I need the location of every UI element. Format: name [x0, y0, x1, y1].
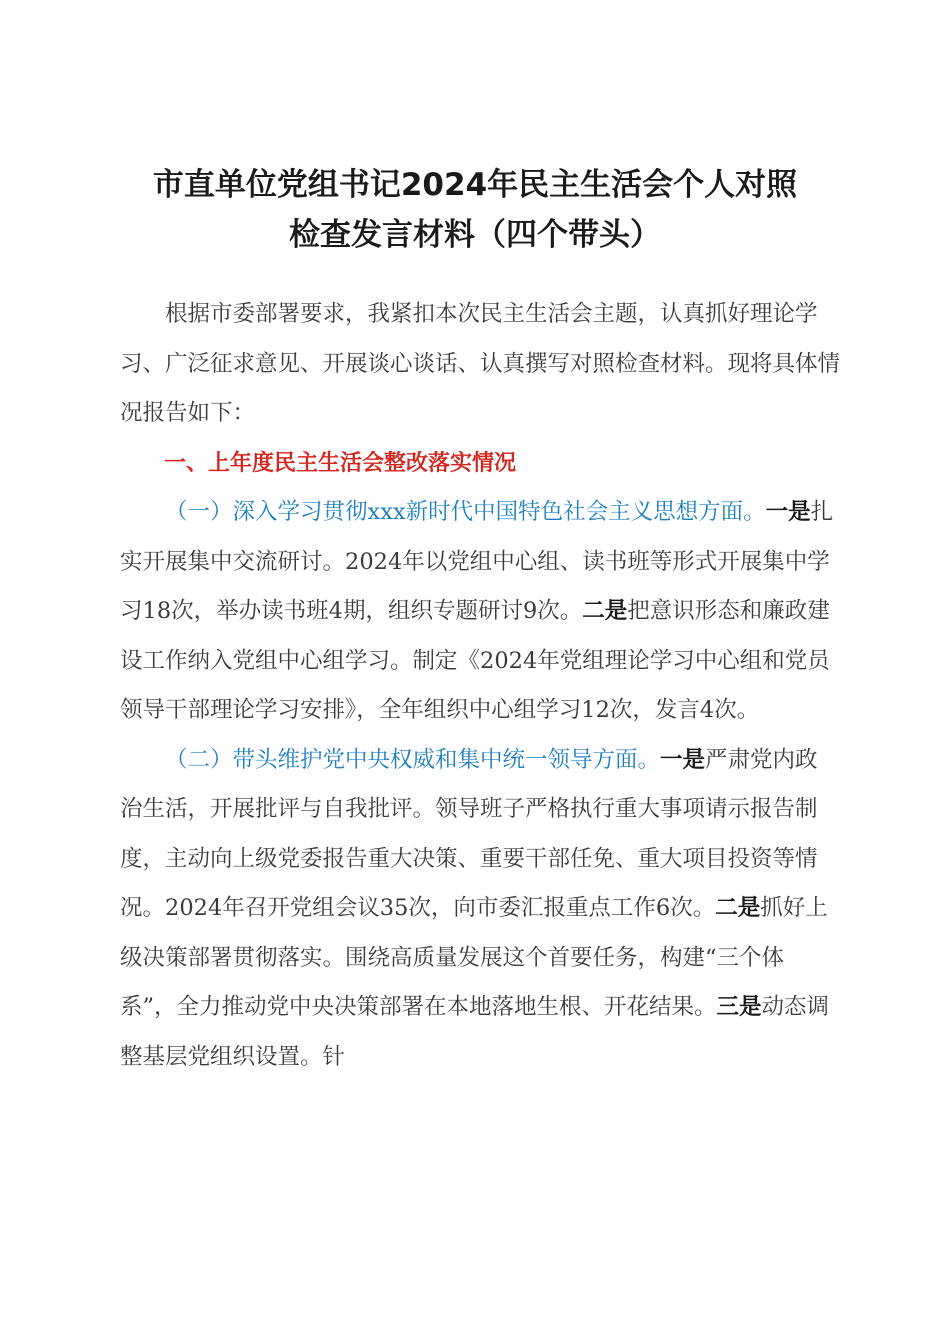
subsection-2-heading: （二）带头维护党中央权威和集中统一领导方面。 — [165, 746, 661, 773]
point-lead: 一是 — [660, 746, 706, 773]
document-title — [110, 160, 840, 260]
point-lead: 三是 — [716, 994, 762, 1020]
title-line-1: 市直单位党组书记2024年民主生活会个人对照 — [152, 167, 798, 203]
document-body — [120, 290, 840, 1082]
intro-paragraph: 根据市委部署要求，我紧扣本次民主生活会主题，认真抓好理论学习、广泛征求意见、开展谈心谈话、认真撰写对照检查材料。现将具体情况报告如下： — [120, 301, 841, 426]
point-lead: 二是 — [715, 895, 761, 921]
title-line-2: 检查发言材料（四个带头） — [289, 217, 661, 253]
point-lead: 一是 — [765, 499, 811, 525]
point-text: 扎实开展集中交流研讨。2024年以党组中心组、读书班等形式开展集中学习18次，举办读书班4期，组织专题研讨9次。 — [120, 499, 834, 624]
point-text: 动态调整基层党组织设置。针 — [120, 994, 830, 1070]
section-1-heading: 一、上年度民主生活会整改落实情况 — [164, 450, 517, 476]
point-text: 把意识形态和廉政建设工作纳入党组中心组学习。制定《2024年党组理论学习中心组和党员领导干部理论学习安排》，全年组织中心组学习12次，发言4次。 — [120, 598, 830, 723]
subsection-1-heading: （一）深入学习贯彻xxx新时代中国特色社会主义思想方面。 — [165, 499, 766, 525]
point-text: 严肃党内政治生活，开展批评与自我批评。领导班子严格执行重大事项请示报告制度，主动向上级党委报告重大决策、重要干部任免、重大项目投资等情况。2024年召开党组会议35次，向市委汇报重点工作6次。 — [120, 746, 818, 921]
point-lead: 二是 — [582, 598, 628, 624]
subsection-2-paragraph — [120, 736, 840, 1083]
subsection-1-paragraph — [120, 488, 840, 736]
point-text: 抓好上级决策部署贯彻落实。围绕高质量发展这个首要任务，构建“三个体系”，全力推动党中央决策部署在本地落地生根、开花结果。 — [120, 895, 828, 1020]
